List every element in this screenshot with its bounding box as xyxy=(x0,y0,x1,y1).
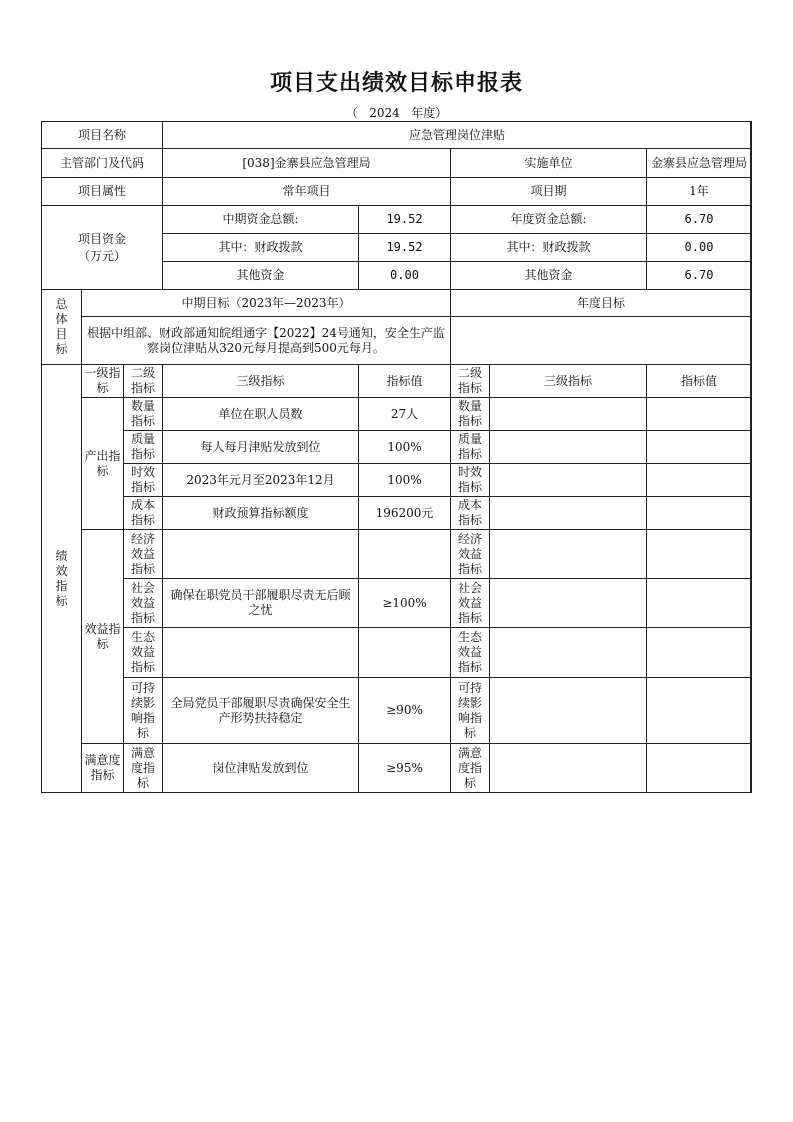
impl-unit-value: 金寨县应急管理局 xyxy=(647,149,752,178)
year-l2-cell: 生态效益指标 xyxy=(451,628,490,678)
year-lvl3-header: 三级指标 xyxy=(490,365,647,398)
year-l2-cell: 社会效益指标 xyxy=(451,579,490,628)
year-other-value: 6.70 xyxy=(647,262,752,290)
l2-cell: 质量指标 xyxy=(124,431,163,464)
l2-cell: 满意度指标 xyxy=(124,744,163,793)
year-l2-cell: 可持续影响指标 xyxy=(451,678,490,744)
value-cell: 27人 xyxy=(359,398,451,431)
l3-cell: 单位在职人员数 xyxy=(163,398,359,431)
year-total-label: 年度资金总额: xyxy=(451,206,647,234)
value-header: 指标值 xyxy=(359,365,451,398)
l3-cell: 财政预算指标额度 xyxy=(163,497,359,530)
impl-unit-label: 实施单位 xyxy=(451,149,647,178)
value-cell: 196200元 xyxy=(359,497,451,530)
attr-label: 项目属性 xyxy=(42,178,163,206)
year-value-cell xyxy=(647,579,752,628)
year-value-cell xyxy=(647,628,752,678)
l2-cell: 可持续影响指标 xyxy=(124,678,163,744)
dept-value: [038]金寨县应急管理局 xyxy=(163,149,451,178)
satisfaction-indicators-label: 满意度指标 xyxy=(82,744,124,793)
year-l3-cell xyxy=(490,431,647,464)
mid-other-label: 其他资金 xyxy=(163,262,359,290)
year-l2-cell: 质量指标 xyxy=(451,431,490,464)
funds-label: 项目资金 （万元） xyxy=(42,206,163,290)
l3-cell: 2023年元月至2023年12月 xyxy=(163,464,359,497)
benefit-indicators-label: 效益指标 xyxy=(82,530,124,744)
l2-cell: 成本指标 xyxy=(124,497,163,530)
year-l3-cell xyxy=(490,579,647,628)
year-goal-text xyxy=(451,317,752,365)
dept-label: 主管部门及代码 xyxy=(42,149,163,178)
value-cell: 100% xyxy=(359,431,451,464)
output-indicators-label: 产出指标 xyxy=(82,398,124,530)
year-line: （ 2024 年度） xyxy=(345,106,448,120)
mid-goal-text: 根据中组部、财政部通知皖组通字【2022】24号通知，安全生产监察岗位津贴从320元每月提高到500元每月。 xyxy=(82,317,451,365)
project-name-value: 应急管理岗位津贴 xyxy=(163,122,752,149)
year-other-label: 其他资金 xyxy=(451,262,647,290)
year-value-cell xyxy=(647,497,752,530)
l2-cell: 经济效益指标 xyxy=(124,530,163,579)
year-value-cell xyxy=(647,464,752,497)
lvl1-header: 一级指标 xyxy=(82,365,124,398)
year-goal-header: 年度目标 xyxy=(451,290,752,317)
l3-cell xyxy=(163,628,359,678)
l3-cell: 每人每月津贴发放到位 xyxy=(163,431,359,464)
value-cell: ≥90% xyxy=(359,678,451,744)
year-value-cell xyxy=(647,678,752,744)
l2-cell: 社会效益指标 xyxy=(124,579,163,628)
project-name-label: 项目名称 xyxy=(42,122,163,149)
year-value-cell xyxy=(647,398,752,431)
l2-cell: 时效指标 xyxy=(124,464,163,497)
year-l2-cell: 数量指标 xyxy=(451,398,490,431)
year-l3-cell xyxy=(490,678,647,744)
year-l3-cell xyxy=(490,398,647,431)
mid-total-value: 19.52 xyxy=(359,206,451,234)
mid-fiscal-value: 19.52 xyxy=(359,234,451,262)
year-l3-cell xyxy=(490,628,647,678)
period-value: 1年 xyxy=(647,178,752,206)
value-cell xyxy=(359,530,451,579)
page-title: 项目支出绩效目标申报表 xyxy=(269,70,523,96)
year-value-header: 指标值 xyxy=(647,365,752,398)
year-value-cell xyxy=(647,431,752,464)
year-total-value: 6.70 xyxy=(647,206,752,234)
year-lvl2-header: 二级指标 xyxy=(451,365,490,398)
value-cell: ≥95% xyxy=(359,744,451,793)
year-l2-cell: 时效指标 xyxy=(451,464,490,497)
l3-cell: 确保在职党员干部履职尽责无后顾之忧 xyxy=(163,579,359,628)
l3-cell: 全局党员干部履职尽责确保安全生产形势扶持稳定 xyxy=(163,678,359,744)
year-l3-cell xyxy=(490,464,647,497)
performance-target-table xyxy=(41,121,752,793)
mid-fiscal-label: 其中：财政拨款 xyxy=(163,234,359,262)
value-cell: ≥100% xyxy=(359,579,451,628)
l2-cell: 数量指标 xyxy=(124,398,163,431)
attr-value: 常年项目 xyxy=(163,178,451,206)
lvl2-header: 二级指标 xyxy=(124,365,163,398)
value-cell: 100% xyxy=(359,464,451,497)
year-l2-cell: 满意度指标 xyxy=(451,744,490,793)
overall-goal-label: 总体目标 xyxy=(42,290,82,365)
mid-goal-header: 中期目标（2023年—2023年） xyxy=(82,290,451,317)
value-cell xyxy=(359,628,451,678)
l3-cell: 岗位津贴发放到位 xyxy=(163,744,359,793)
lvl3-header: 三级指标 xyxy=(163,365,359,398)
l2-cell: 生态效益指标 xyxy=(124,628,163,678)
year-value-cell xyxy=(647,530,752,579)
year-l3-cell xyxy=(490,497,647,530)
mid-total-label: 中期资金总额: xyxy=(163,206,359,234)
mid-other-value: 0.00 xyxy=(359,262,451,290)
year-l3-cell xyxy=(490,744,647,793)
period-label: 项目期 xyxy=(451,178,647,206)
year-l2-cell: 成本指标 xyxy=(451,497,490,530)
year-l3-cell xyxy=(490,530,647,579)
l3-cell xyxy=(163,530,359,579)
perf-indicators-label: 绩效指标 xyxy=(42,365,82,793)
year-fiscal-label: 其中：财政拨款 xyxy=(451,234,647,262)
year-fiscal-value: 0.00 xyxy=(647,234,752,262)
year-value-cell xyxy=(647,744,752,793)
year-l2-cell: 经济效益指标 xyxy=(451,530,490,579)
